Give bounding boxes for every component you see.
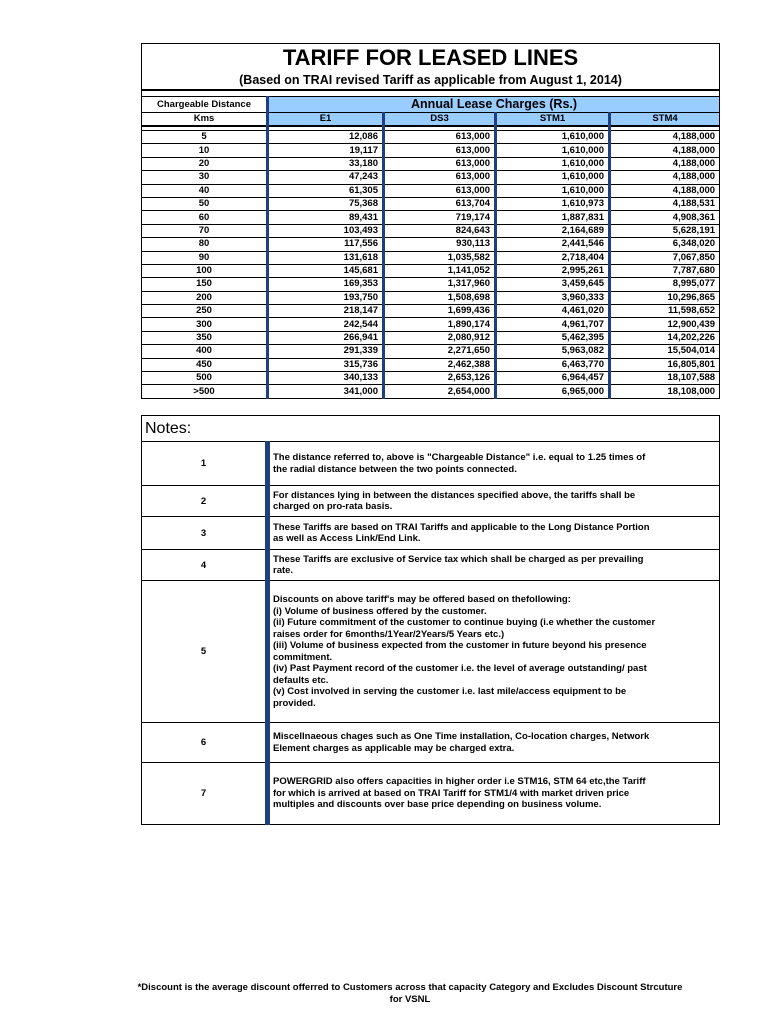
e1-cell: 103,493 — [268, 224, 384, 237]
note-line: (i) Volume of business offered by the customer. — [273, 605, 487, 617]
note-line: for which is arrived at based on TRAI Tariff for STM1/4 with market driven price — [273, 787, 630, 799]
ds3-cell: 1,035,582 — [384, 251, 496, 264]
annual-charges-header: Annual Lease Charges (Rs.) — [268, 97, 720, 113]
tariff-table — [141, 43, 720, 399]
km-cell: 5 — [142, 131, 268, 144]
note-row — [142, 517, 720, 550]
note-line: Miscellnaeous chages such as One Time installation, Co-location charges, Network — [273, 731, 650, 742]
table-row — [142, 264, 720, 277]
stm1-cell: 6,965,000 — [496, 385, 610, 398]
note-number: 4 — [142, 550, 268, 581]
e1-cell: 341,000 — [268, 385, 384, 398]
stm4-cell: 4,188,000 — [610, 184, 720, 197]
table-row — [142, 224, 720, 237]
table-row — [142, 385, 720, 398]
km-cell: 450 — [142, 358, 268, 371]
km-cell: 60 — [142, 211, 268, 224]
table-row — [142, 238, 720, 251]
note-line: Element charges as applicable may be charged extra. — [273, 742, 515, 754]
e1-cell: 193,750 — [268, 291, 384, 304]
note-line: provided. — [273, 697, 316, 709]
e1-cell: 61,305 — [268, 184, 384, 197]
stm1-cell: 1,610,000 — [496, 157, 610, 170]
ds3-cell: 613,000 — [384, 131, 496, 144]
table-row — [142, 184, 720, 197]
ds3-cell: 1,508,698 — [384, 291, 496, 304]
ds3-cell: 719,174 — [384, 211, 496, 224]
table-row — [142, 291, 720, 304]
note-number: 3 — [142, 517, 268, 550]
note-text — [268, 442, 720, 486]
ds3-cell: 824,643 — [384, 224, 496, 237]
stm4-cell: 18,108,000 — [610, 385, 720, 398]
ds3-cell: 613,000 — [384, 171, 496, 184]
stm1-cell: 2,164,689 — [496, 224, 610, 237]
km-cell: 100 — [142, 264, 268, 277]
table-row — [142, 144, 720, 157]
notes-body — [142, 442, 720, 825]
table-row — [142, 331, 720, 344]
table-row — [142, 358, 720, 371]
page-title: TARIFF FOR LEASED LINES — [142, 44, 720, 72]
note-row — [142, 486, 720, 517]
km-cell: 200 — [142, 291, 268, 304]
e1-header: E1 — [268, 113, 384, 127]
km-cell: 400 — [142, 345, 268, 358]
note-number: 2 — [142, 486, 268, 517]
stm4-cell: 4,188,000 — [610, 157, 720, 170]
e1-cell: 19,117 — [268, 144, 384, 157]
note-text — [268, 581, 720, 723]
notes-table — [141, 415, 720, 825]
stm4-cell: 4,188,531 — [610, 197, 720, 210]
stm1-cell: 1,610,000 — [496, 131, 610, 144]
ds3-cell: 2,654,000 — [384, 385, 496, 398]
e1-cell: 117,556 — [268, 238, 384, 251]
note-line: (v) Cost involved in serving the customer i.e. last mile/access equipment to be — [273, 686, 627, 697]
e1-cell: 89,431 — [268, 211, 384, 224]
ds3-cell: 613,000 — [384, 184, 496, 197]
km-cell: 20 — [142, 157, 268, 170]
ds3-cell: 2,080,912 — [384, 331, 496, 344]
kms-header: Kms — [142, 113, 268, 127]
table-row — [142, 157, 720, 170]
note-row — [142, 442, 720, 486]
note-line: rate. — [273, 565, 294, 576]
stm1-cell: 6,463,770 — [496, 358, 610, 371]
e1-cell: 33,180 — [268, 157, 384, 170]
km-cell: 300 — [142, 318, 268, 331]
stm4-cell: 5,628,191 — [610, 224, 720, 237]
e1-cell: 291,339 — [268, 345, 384, 358]
stm4-cell: 18,107,588 — [610, 372, 720, 385]
km-cell: 500 — [142, 372, 268, 385]
km-cell: 350 — [142, 331, 268, 344]
note-line: POWERGRID also offers capacities in higher order i.e STM16, STM 64 etc,the Tariff — [273, 776, 646, 788]
note-number: 5 — [142, 581, 268, 723]
ds3-cell: 930,113 — [384, 238, 496, 251]
ds3-cell: 2,462,388 — [384, 358, 496, 371]
km-cell: 50 — [142, 197, 268, 210]
table-row — [142, 197, 720, 210]
note-line: Discounts on above tariff's may be offered based on thefollowing: — [273, 594, 571, 605]
e1-cell: 242,544 — [268, 318, 384, 331]
note-line: as well as Access Link/End Link. — [273, 533, 421, 544]
page-subtitle: (Based on TRAI revised Tariff as applicable from August 1, 2014) — [142, 71, 720, 90]
table-row — [142, 251, 720, 264]
note-line: (iii) Volume of business expected from the customer in future beyond his presence — [273, 640, 647, 651]
stm4-header: STM4 — [610, 113, 720, 127]
table-row — [142, 372, 720, 385]
ds3-cell: 613,000 — [384, 144, 496, 157]
stm4-cell: 6,348,020 — [610, 238, 720, 251]
stm1-cell: 4,961,707 — [496, 318, 610, 331]
e1-cell: 218,147 — [268, 305, 384, 318]
stm4-cell: 12,900,439 — [610, 318, 720, 331]
table-row — [142, 345, 720, 358]
stm1-cell: 2,718,404 — [496, 251, 610, 264]
table-row — [142, 318, 720, 331]
stm1-cell: 1,610,000 — [496, 144, 610, 157]
footer-line: for VSNL — [389, 993, 431, 1005]
ds3-cell: 1,317,960 — [384, 278, 496, 291]
stm4-cell: 4,188,000 — [610, 171, 720, 184]
table-row — [142, 211, 720, 224]
note-number: 1 — [142, 442, 268, 486]
note-number: 6 — [142, 723, 268, 763]
table-row — [142, 171, 720, 184]
ds3-cell: 613,000 — [384, 157, 496, 170]
e1-cell: 12,086 — [268, 131, 384, 144]
note-line: The distance referred to, above is "Chargeable Distance" i.e. equal to 1.25 times of — [273, 452, 646, 463]
stm4-cell: 11,598,652 — [610, 305, 720, 318]
note-line: (ii) Future commitment of the customer to continue buying (i.e whether the customer — [273, 617, 656, 628]
chargeable-distance-header: Chargeable Distance — [142, 97, 268, 113]
stm4-cell: 8,995,077 — [610, 278, 720, 291]
table-row — [142, 278, 720, 291]
footer-note — [90, 982, 730, 1005]
ds3-cell: 1,890,174 — [384, 318, 496, 331]
note-line: These Tariffs are exclusive of Service tax which shall be charged as per prevailing — [273, 553, 644, 565]
note-line: (iv) Past Payment record of the customer i.e. the level of average outstanding/ past — [273, 663, 647, 674]
stm1-cell: 6,964,457 — [496, 372, 610, 385]
note-line: These Tariffs are based on TRAI Tariffs and applicable to the Long Distance Portion — [273, 521, 650, 533]
stm1-cell: 2,995,261 — [496, 264, 610, 277]
note-text — [268, 517, 720, 550]
ds3-cell: 2,271,650 — [384, 345, 496, 358]
note-text — [268, 486, 720, 517]
tariff-body — [142, 131, 720, 399]
note-row — [142, 763, 720, 825]
notes-title: Notes: — [142, 416, 720, 442]
note-line: For distances lying in between the distances specified above, the tariffs shall be — [273, 489, 636, 501]
stm4-cell: 16,805,801 — [610, 358, 720, 371]
stm1-cell: 2,441,546 — [496, 238, 610, 251]
note-row — [142, 581, 720, 723]
stm4-cell: 14,202,226 — [610, 331, 720, 344]
stm1-cell: 3,459,645 — [496, 278, 610, 291]
ds3-cell: 1,141,052 — [384, 264, 496, 277]
note-row — [142, 723, 720, 763]
note-number: 7 — [142, 763, 268, 825]
stm1-cell: 4,461,020 — [496, 305, 610, 318]
stm1-cell: 1,610,000 — [496, 184, 610, 197]
km-cell: 10 — [142, 144, 268, 157]
note-line: charged on pro-rata basis. — [273, 501, 393, 512]
e1-cell: 145,681 — [268, 264, 384, 277]
km-cell: 40 — [142, 184, 268, 197]
km-cell: 250 — [142, 305, 268, 318]
km-cell: 30 — [142, 171, 268, 184]
km-cell: 150 — [142, 278, 268, 291]
km-cell: 90 — [142, 251, 268, 264]
ds3-cell: 613,704 — [384, 197, 496, 210]
stm4-cell: 10,296,865 — [610, 291, 720, 304]
km-cell: 70 — [142, 224, 268, 237]
e1-cell: 315,736 — [268, 358, 384, 371]
note-text — [268, 723, 720, 763]
stm1-cell: 3,960,333 — [496, 291, 610, 304]
table-row — [142, 305, 720, 318]
footer-line: *Discount is the average discount offerred to Customers across that capacity Category and Excludes Discount Strcuture — [137, 982, 683, 993]
e1-cell: 169,353 — [268, 278, 384, 291]
ds3-header: DS3 — [384, 113, 496, 127]
stm1-cell: 1,610,973 — [496, 197, 610, 210]
note-text — [268, 550, 720, 581]
stm4-cell: 15,504,014 — [610, 345, 720, 358]
note-line: the radial distance between the two points connected. — [273, 463, 517, 475]
stm4-cell: 7,787,680 — [610, 264, 720, 277]
note-text — [268, 763, 720, 825]
table-row — [142, 131, 720, 144]
note-line: raises order for 6months/1Year/2Years/5 Years etc.) — [273, 628, 505, 640]
stm1-header: STM1 — [496, 113, 610, 127]
e1-cell: 47,243 — [268, 171, 384, 184]
e1-cell: 131,618 — [268, 251, 384, 264]
e1-cell: 340,133 — [268, 372, 384, 385]
note-line: multiples and discounts over base price depending on business volume. — [273, 799, 602, 811]
stm4-cell: 4,908,361 — [610, 211, 720, 224]
e1-cell: 75,368 — [268, 197, 384, 210]
stm4-cell: 4,188,000 — [610, 144, 720, 157]
e1-cell: 266,941 — [268, 331, 384, 344]
km-cell: >500 — [142, 385, 268, 398]
ds3-cell: 2,653,126 — [384, 372, 496, 385]
note-line: defaults etc. — [273, 674, 329, 686]
stm4-cell: 4,188,000 — [610, 131, 720, 144]
stm1-cell: 1,887,831 — [496, 211, 610, 224]
km-cell: 80 — [142, 238, 268, 251]
note-row — [142, 550, 720, 581]
stm1-cell: 5,462,395 — [496, 331, 610, 344]
stm1-cell: 5,963,082 — [496, 345, 610, 358]
note-line: commitment. — [273, 651, 333, 663]
stm1-cell: 1,610,000 — [496, 171, 610, 184]
ds3-cell: 1,699,436 — [384, 305, 496, 318]
stm4-cell: 7,067,850 — [610, 251, 720, 264]
